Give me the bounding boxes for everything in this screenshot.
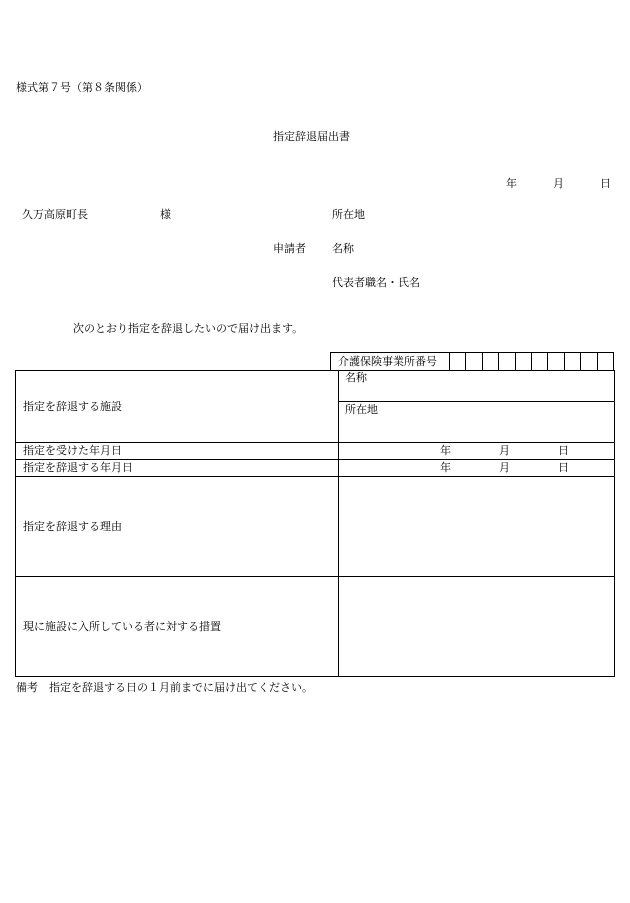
received-day-label: 日 <box>558 444 569 457</box>
measures-row <box>16 577 615 677</box>
office-number-digit-cell[interactable] <box>548 353 564 370</box>
withdraw-date-field[interactable] <box>339 460 615 477</box>
received-date-row <box>16 443 615 460</box>
page-title: 指定辞退届出書 <box>273 130 350 143</box>
representative-label: 代表者職名・氏名 <box>332 276 420 289</box>
facility-label: 指定を辞退する施設 <box>16 371 339 443</box>
reason-label: 指定を辞退する理由 <box>16 477 339 577</box>
received-date-field[interactable] <box>339 443 615 460</box>
withdraw-date-label: 指定を辞退する年月日 <box>16 460 339 477</box>
measures-field[interactable] <box>339 577 615 677</box>
office-number-box <box>330 352 614 370</box>
office-number-digit-cell[interactable] <box>581 353 597 370</box>
office-number-digit-cell[interactable] <box>565 353 581 370</box>
application-table <box>15 370 615 677</box>
received-month-label: 月 <box>499 444 510 457</box>
honorific: 様 <box>160 208 171 221</box>
reason-row <box>16 477 615 577</box>
facility-name-label: 名称 <box>345 371 367 384</box>
received-year-label: 年 <box>440 444 451 457</box>
addressee: 久万高原町長 <box>22 208 88 221</box>
remarks: 備考 指定を辞退する日の１月前までに届け出てください。 <box>16 681 313 694</box>
applicant-label: 申請者 <box>273 242 306 255</box>
office-number-digit-cell[interactable] <box>532 353 548 370</box>
facility-name-field[interactable] <box>339 371 614 402</box>
withdraw-year-label: 年 <box>440 461 451 474</box>
applicant-name-label: 名称 <box>332 242 354 255</box>
date-month-label: 月 <box>553 177 564 190</box>
applicant-address-label: 所在地 <box>332 208 365 221</box>
facility-detail-cell <box>339 371 615 443</box>
office-number-digit-cell[interactable] <box>598 353 613 370</box>
office-number-digit-cell[interactable] <box>450 353 466 370</box>
facility-address-label: 所在地 <box>345 403 378 416</box>
measures-label: 現に施設に入所している者に対する措置 <box>16 577 339 677</box>
intro-text: 次のとおり指定を辞退したいので届け出ます。 <box>73 322 304 335</box>
facility-row <box>16 371 615 443</box>
withdraw-day-label: 日 <box>558 461 569 474</box>
facility-address-field[interactable] <box>339 402 614 442</box>
office-number-digit-cell[interactable] <box>499 353 515 370</box>
date-day-label: 日 <box>600 177 611 190</box>
office-number-digit-cell[interactable] <box>516 353 532 370</box>
date-year-label: 年 <box>506 177 517 190</box>
office-number-digit-cell[interactable] <box>466 353 482 370</box>
office-number-digit-cell[interactable] <box>483 353 499 370</box>
reason-field[interactable] <box>339 477 615 577</box>
received-date-label: 指定を受けた年月日 <box>16 443 339 460</box>
withdraw-date-row <box>16 460 615 477</box>
withdraw-month-label: 月 <box>499 461 510 474</box>
office-number-label: 介護保険事業所番号 <box>331 353 450 370</box>
form-number: 様式第７号（第８条関係） <box>16 81 148 94</box>
